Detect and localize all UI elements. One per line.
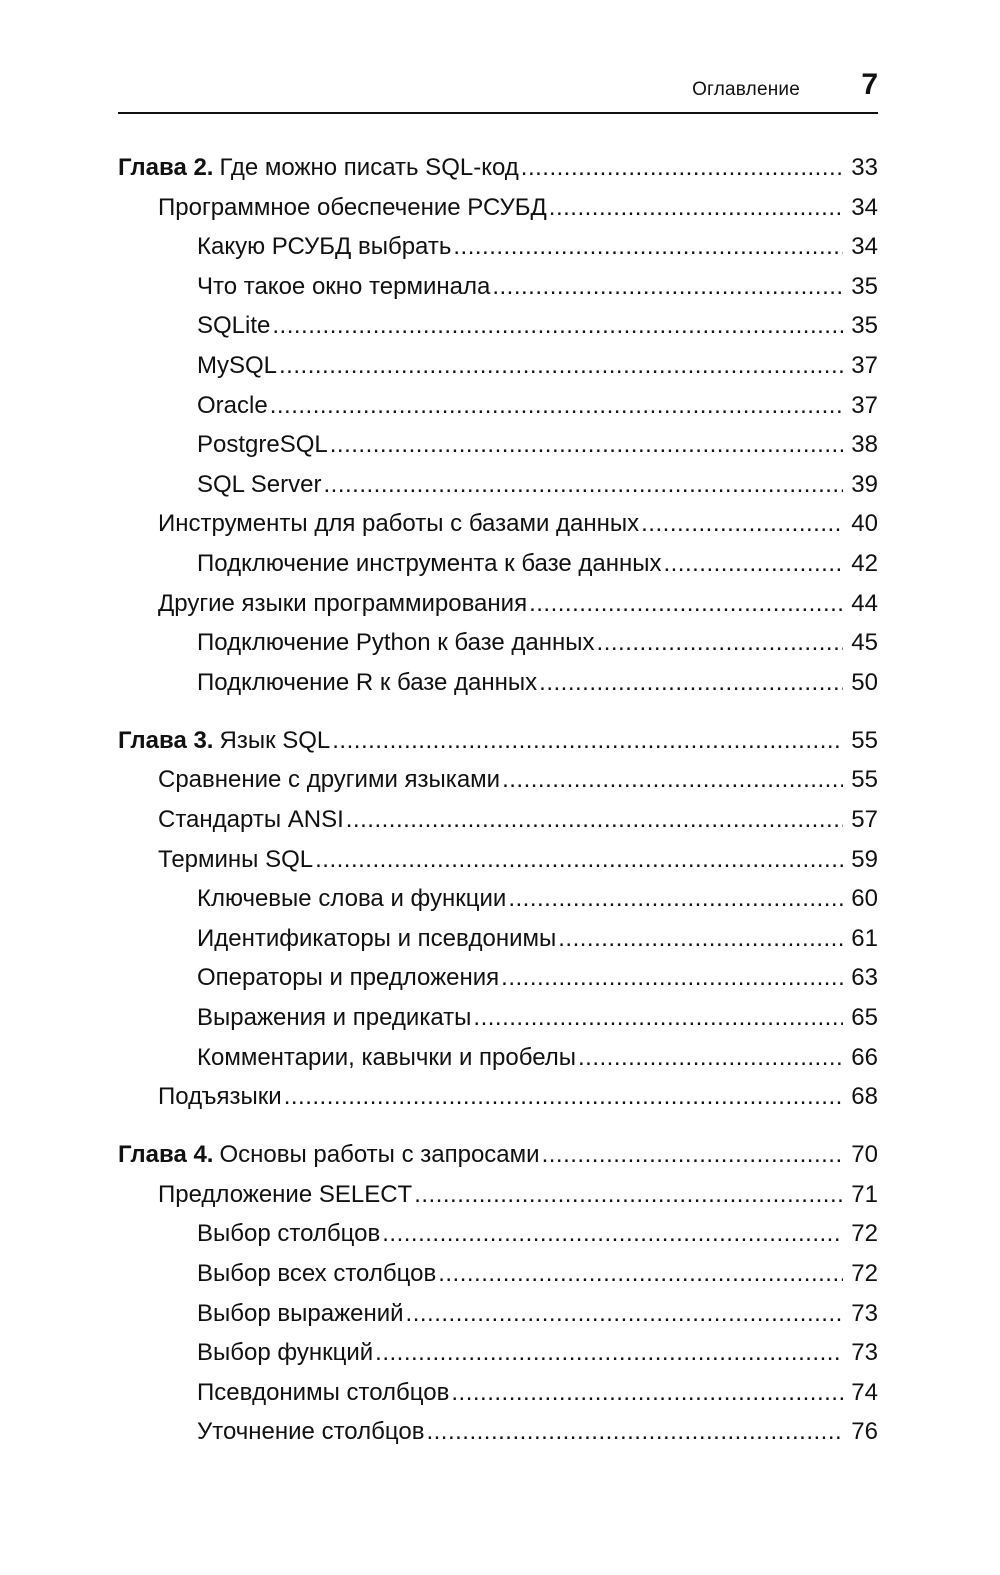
dot-leader [324, 465, 844, 505]
entry-title: Выбор функций [197, 1339, 374, 1367]
entry-page-number: 73 [851, 1299, 878, 1327]
entry-page-number: 61 [851, 924, 878, 952]
toc-subsection-entry[interactable] [118, 919, 878, 959]
dot-leader [641, 504, 843, 544]
entry-title: Выбор всех столбцов [197, 1260, 437, 1288]
toc-subsection-entry[interactable] [118, 1373, 878, 1413]
entry-page-number: 40 [851, 510, 878, 538]
dot-leader [502, 760, 843, 800]
dot-leader [473, 998, 843, 1038]
toc-subsection-entry[interactable] [118, 663, 878, 703]
dot-leader [529, 584, 843, 624]
entry-title: Ключевые слова и функции [197, 885, 507, 913]
chapter-page-number: 55 [851, 726, 878, 754]
entry-page-number: 60 [851, 885, 878, 913]
entry-page-number: 35 [851, 312, 878, 340]
toc-subsection-entry[interactable] [118, 1254, 878, 1294]
entry-page-number: 72 [851, 1260, 878, 1288]
entry-page-number: 50 [851, 668, 878, 696]
chapter-title: Где можно писать SQL-код [219, 154, 519, 181]
entry-title: Выражения и предикаты [197, 1003, 472, 1031]
chapter-title: Язык SQL [219, 726, 331, 754]
toc-subsection-entry[interactable] [118, 386, 878, 426]
entry-title: Какую РСУБД выбрать [197, 233, 452, 261]
toc-subsection-entry[interactable] [118, 623, 878, 663]
entry-title: Термины SQL [158, 845, 314, 873]
entry-title: Oracle [197, 391, 268, 419]
entry-title: Другие языки программирования [158, 589, 528, 617]
chapter-page-number: 70 [851, 1141, 878, 1169]
toc-chapter-entry[interactable] [118, 721, 878, 761]
entry-title: Подключение инструмента к базе данных [197, 549, 662, 577]
toc-section-entry[interactable] [118, 504, 878, 544]
entry-page-number: 59 [851, 845, 878, 873]
chapter-gap [118, 702, 878, 721]
dot-leader [375, 1333, 843, 1373]
entry-title: Уточнение столбцов [197, 1418, 425, 1446]
entry-title: Операторы и предложения [197, 964, 500, 992]
entry-title: Подключение R к базе данных [197, 668, 538, 696]
dot-leader [558, 919, 843, 959]
dot-leader [492, 267, 843, 307]
chapter-label: Глава 3. [118, 726, 214, 754]
dot-leader [346, 800, 843, 840]
toc-section-entry[interactable] [118, 840, 878, 880]
dot-leader [270, 386, 843, 426]
entry-title: Подключение Python к базе данных [197, 629, 595, 657]
entry-page-number: 39 [851, 470, 878, 498]
toc-section-entry[interactable] [118, 800, 878, 840]
dot-leader [279, 346, 843, 386]
toc-section-entry[interactable] [118, 584, 878, 624]
running-head [118, 66, 878, 110]
toc-subsection-entry[interactable] [118, 465, 878, 505]
entry-page-number: 63 [851, 964, 878, 992]
entry-page-number: 34 [851, 233, 878, 261]
dot-leader [330, 425, 843, 465]
dot-leader [521, 148, 843, 188]
entry-page-number: 44 [851, 589, 878, 617]
entry-page-number: 73 [851, 1339, 878, 1367]
dot-leader [406, 1294, 843, 1334]
entry-page-number: 35 [851, 272, 878, 300]
entry-page-number: 34 [851, 193, 878, 221]
dot-leader [597, 623, 843, 663]
entry-page-number: 76 [851, 1418, 878, 1446]
toc-subsection-entry[interactable] [118, 1214, 878, 1254]
toc-subsection-entry[interactable] [118, 346, 878, 386]
entry-page-number: 71 [851, 1180, 878, 1208]
dot-leader [426, 1412, 843, 1452]
entry-page-number: 57 [851, 806, 878, 833]
dot-leader [508, 879, 843, 919]
entry-title: Комментарии, кавычки и пробелы [197, 1043, 576, 1071]
entry-page-number: 45 [851, 629, 878, 657]
entry-page-number: 68 [851, 1083, 878, 1111]
toc-subsection-entry[interactable] [118, 227, 878, 267]
chapter-label: Глава 4. [118, 1141, 214, 1169]
toc-subsection-entry[interactable] [118, 306, 878, 346]
entry-title: Выбор столбцов [197, 1220, 381, 1248]
dot-leader [438, 1254, 843, 1294]
dot-leader [501, 958, 843, 998]
entry-page-number: 38 [851, 431, 878, 459]
dot-leader [315, 840, 843, 880]
toc-subsection-entry[interactable] [118, 267, 878, 307]
dot-leader [542, 1135, 843, 1175]
table-of-contents [118, 148, 878, 1452]
entry-title: Выбор выражений [197, 1299, 404, 1327]
entry-title: Подъязыки [158, 1083, 282, 1111]
entry-title: Идентификаторы и псевдонимы [197, 924, 557, 952]
toc-subsection-entry[interactable] [118, 1294, 878, 1334]
toc-chapter-entry[interactable] [118, 1135, 878, 1175]
dot-leader [284, 1077, 843, 1117]
entry-page-number: 55 [851, 766, 878, 794]
header-rule [118, 112, 878, 114]
entry-page-number: 42 [851, 549, 878, 577]
toc-section-entry[interactable] [118, 188, 878, 228]
toc-subsection-entry[interactable] [118, 1038, 878, 1078]
entry-page-number: 74 [851, 1378, 878, 1406]
dot-leader [272, 306, 843, 346]
toc-subsection-entry[interactable] [118, 998, 878, 1038]
dot-leader [578, 1038, 843, 1078]
dot-leader [453, 227, 843, 267]
dot-leader [663, 544, 843, 584]
toc-section-entry[interactable] [118, 1077, 878, 1117]
toc-subsection-entry[interactable] [118, 425, 878, 465]
entry-page-number: 37 [851, 351, 878, 379]
dot-leader [451, 1373, 843, 1413]
entry-title: PostgreSQL [197, 431, 328, 459]
entry-title: MySQL [197, 351, 278, 379]
entry-page-number: 37 [851, 391, 878, 419]
chapter-page-number: 33 [851, 154, 878, 181]
entry-title: SQLite [197, 312, 271, 340]
entry-title: Инструменты для работы с базами данных [158, 510, 640, 538]
chapter-label: Глава 2. [118, 154, 214, 181]
toc-subsection-entry[interactable] [118, 958, 878, 998]
dot-leader [332, 721, 843, 761]
page-number: 7 [861, 68, 878, 101]
entry-page-number: 66 [851, 1043, 878, 1071]
entry-page-number: 65 [851, 1003, 878, 1031]
dot-leader [539, 663, 843, 703]
toc-subsection-entry[interactable] [118, 1412, 878, 1452]
entry-title: Псевдонимы столбцов [197, 1378, 450, 1406]
toc-subsection-entry[interactable] [118, 879, 878, 919]
entry-page-number: 72 [851, 1220, 878, 1248]
entry-title: Предложение SELECT [158, 1180, 413, 1208]
toc-section-entry[interactable] [118, 1175, 878, 1215]
toc-subsection-entry[interactable] [118, 1333, 878, 1373]
entry-title: Программное обеспечение РСУБД [158, 193, 547, 221]
running-head-title: Оглавление [692, 79, 800, 100]
dot-leader [382, 1214, 843, 1254]
entry-title: Стандарты ANSI [158, 806, 344, 833]
chapter-title: Основы работы с запросами [219, 1141, 540, 1169]
toc-section-entry[interactable] [118, 760, 878, 800]
toc-subsection-entry[interactable] [118, 544, 878, 584]
entry-title: SQL Server [197, 470, 322, 498]
dot-leader [414, 1175, 843, 1215]
dot-leader [549, 188, 843, 228]
chapter-gap [118, 1117, 878, 1136]
entry-title: Что такое окно терминала [197, 272, 491, 300]
entry-title: Сравнение с другими языками [158, 766, 501, 794]
toc-chapter-entry[interactable] [118, 148, 878, 188]
